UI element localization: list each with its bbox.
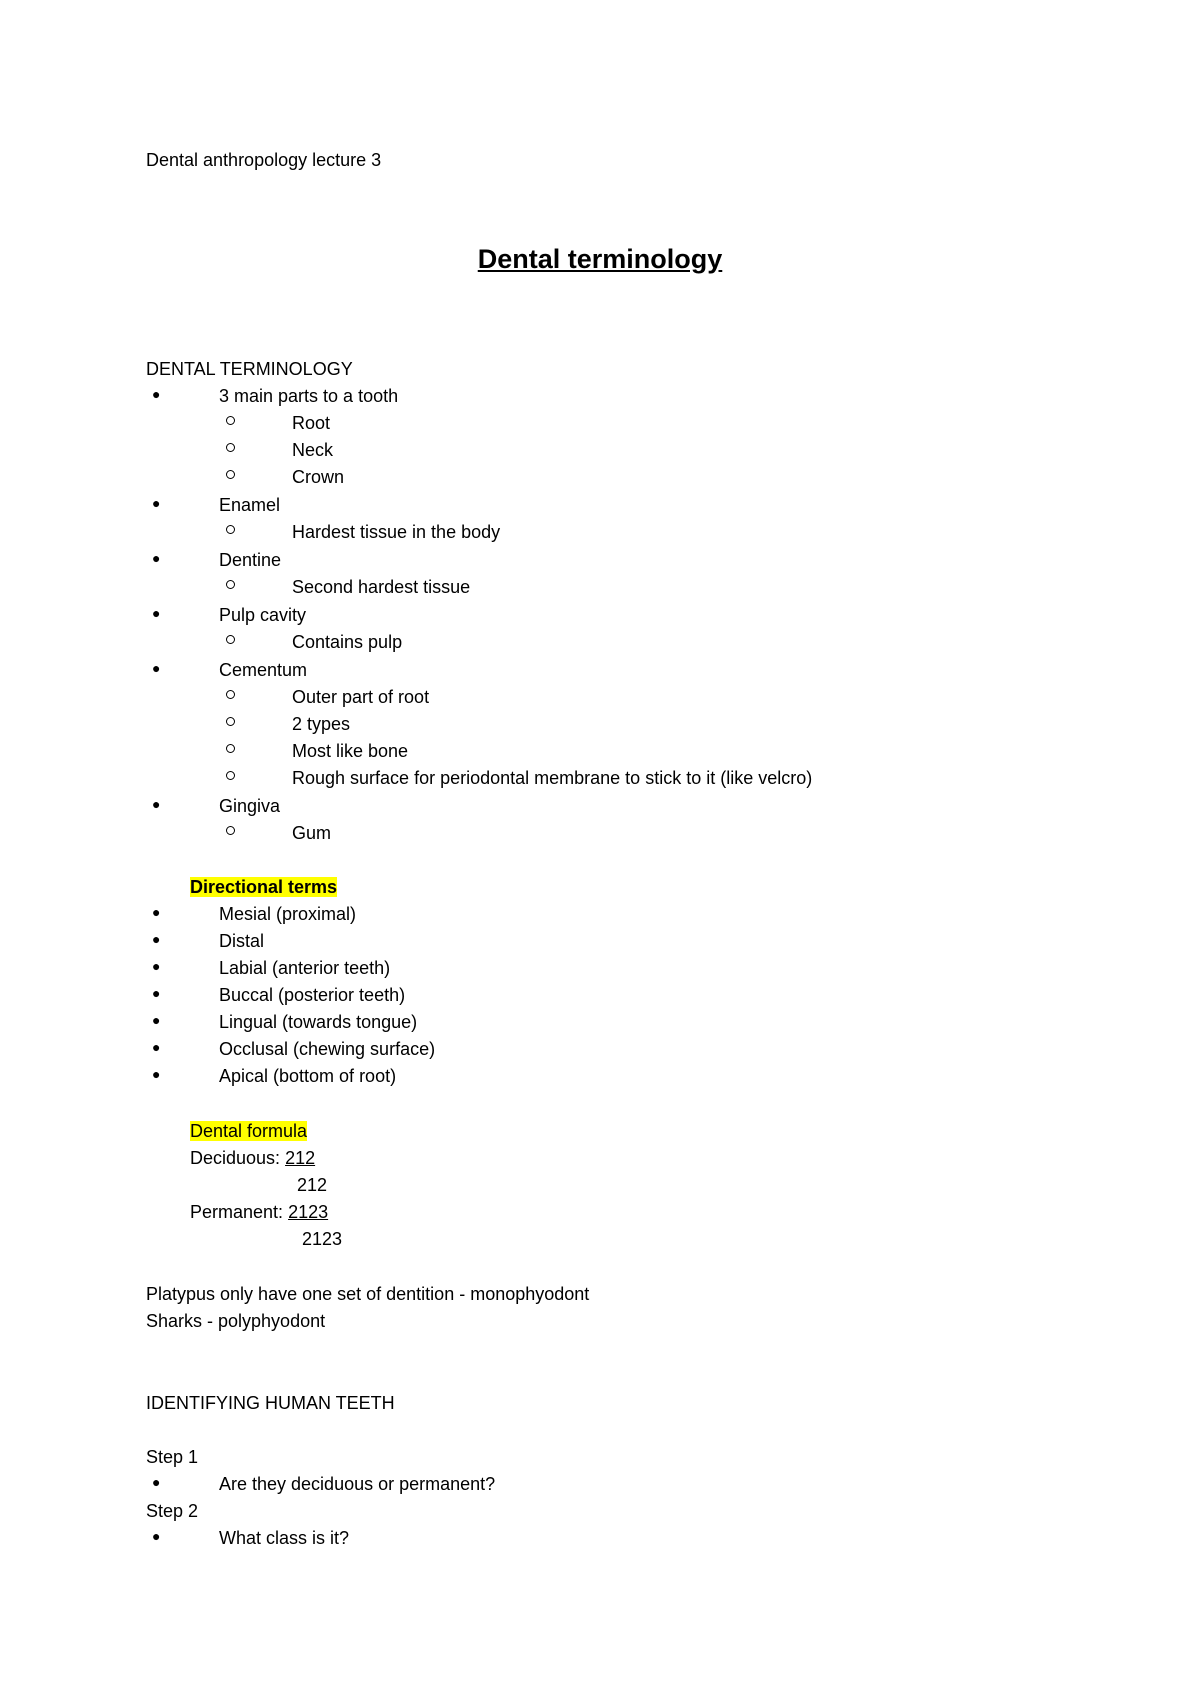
list-item: Apical (bottom of root) <box>219 1066 397 1086</box>
formula-label: Permanent: <box>190 1202 289 1222</box>
list-item: Mesial (proximal) <box>219 904 357 924</box>
note-text: Platypus only have one set of dentition - monophyodont <box>146 1284 590 1304</box>
circle-bullet-icon <box>226 690 235 699</box>
formula-permanent <box>190 1200 328 1224</box>
section-heading: IDENTIFYING HUMAN TEETH <box>146 1393 395 1413</box>
bullet-icon: ● <box>152 1528 161 1544</box>
bullet-icon: ● <box>152 550 161 566</box>
sub-list-item: Second hardest tissue <box>292 577 471 597</box>
list-item: Occlusal (chewing surface) <box>219 1039 436 1059</box>
sub-list-item: Most like bone <box>292 741 409 761</box>
sub-list-item: Root <box>292 413 331 433</box>
bullet-icon: ● <box>152 1474 161 1490</box>
formula-heading <box>190 1119 307 1143</box>
bullet-icon: ● <box>152 660 161 676</box>
circle-bullet-icon <box>226 416 235 425</box>
sub-list-item: Gum <box>292 823 332 843</box>
document-header: Dental anthropology lecture 3 <box>146 150 382 170</box>
bullet-icon: ● <box>152 796 161 812</box>
circle-bullet-icon <box>226 744 235 753</box>
circle-bullet-icon <box>226 443 235 452</box>
bullet-icon: ● <box>152 985 161 1001</box>
formula-value: 212 <box>285 1148 316 1168</box>
list-item: Buccal (posterior teeth) <box>219 985 406 1005</box>
sub-list-item: Rough surface for periodontal membrane to stick to it (like velcro) <box>292 768 813 788</box>
formula-deciduous <box>190 1146 315 1170</box>
bullet-icon: ● <box>152 605 161 621</box>
circle-bullet-icon <box>226 635 235 644</box>
sub-list-item: Contains pulp <box>292 632 403 652</box>
circle-bullet-icon <box>226 580 235 589</box>
sub-list-item: 2 types <box>292 714 351 734</box>
bullet-icon: ● <box>152 1039 161 1055</box>
highlighted-heading: Directional terms <box>190 877 338 897</box>
list-item: Cementum <box>219 660 308 680</box>
document-title: Dental terminology <box>477 244 723 274</box>
bullet-icon: ● <box>152 495 161 511</box>
bullet-icon: ● <box>152 1066 161 1082</box>
circle-bullet-icon <box>226 771 235 780</box>
sub-list-item: Outer part of root <box>292 687 430 707</box>
bullet-icon: ● <box>152 904 161 920</box>
formula-value: 212 <box>297 1175 328 1195</box>
circle-bullet-icon <box>226 826 235 835</box>
list-item: Pulp cavity <box>219 605 307 625</box>
circle-bullet-icon <box>226 525 235 534</box>
bullet-icon: ● <box>152 931 161 947</box>
step-label: Step 1 <box>146 1447 199 1467</box>
sub-list-item: Crown <box>292 467 345 487</box>
bullet-icon: ● <box>152 1012 161 1028</box>
list-item: What class is it? <box>219 1528 350 1548</box>
list-item: Distal <box>219 931 265 951</box>
circle-bullet-icon <box>226 470 235 479</box>
list-item: Gingiva <box>219 796 281 816</box>
list-item: Labial (anterior teeth) <box>219 958 391 978</box>
sub-list-item: Neck <box>292 440 334 460</box>
formula-label: Deciduous: <box>190 1148 286 1168</box>
formula-value: 2123 <box>288 1202 329 1222</box>
list-item: Enamel <box>219 495 281 515</box>
sub-list-item: Hardest tissue in the body <box>292 522 501 542</box>
highlighted-heading: Dental formula <box>190 1121 308 1141</box>
directional-heading <box>190 875 337 899</box>
circle-bullet-icon <box>226 717 235 726</box>
list-item: Lingual (towards tongue) <box>219 1012 418 1032</box>
bullet-icon: ● <box>152 958 161 974</box>
list-item: Dentine <box>219 550 282 570</box>
list-item: Are they deciduous or permanent? <box>219 1474 496 1494</box>
section-heading: DENTAL TERMINOLOGY <box>146 359 353 379</box>
note-text: Sharks - polyphyodont <box>146 1311 326 1331</box>
formula-value: 2123 <box>302 1229 343 1249</box>
step-label: Step 2 <box>146 1501 199 1521</box>
bullet-icon: ● <box>152 386 161 402</box>
list-item: 3 main parts to a tooth <box>219 386 399 406</box>
